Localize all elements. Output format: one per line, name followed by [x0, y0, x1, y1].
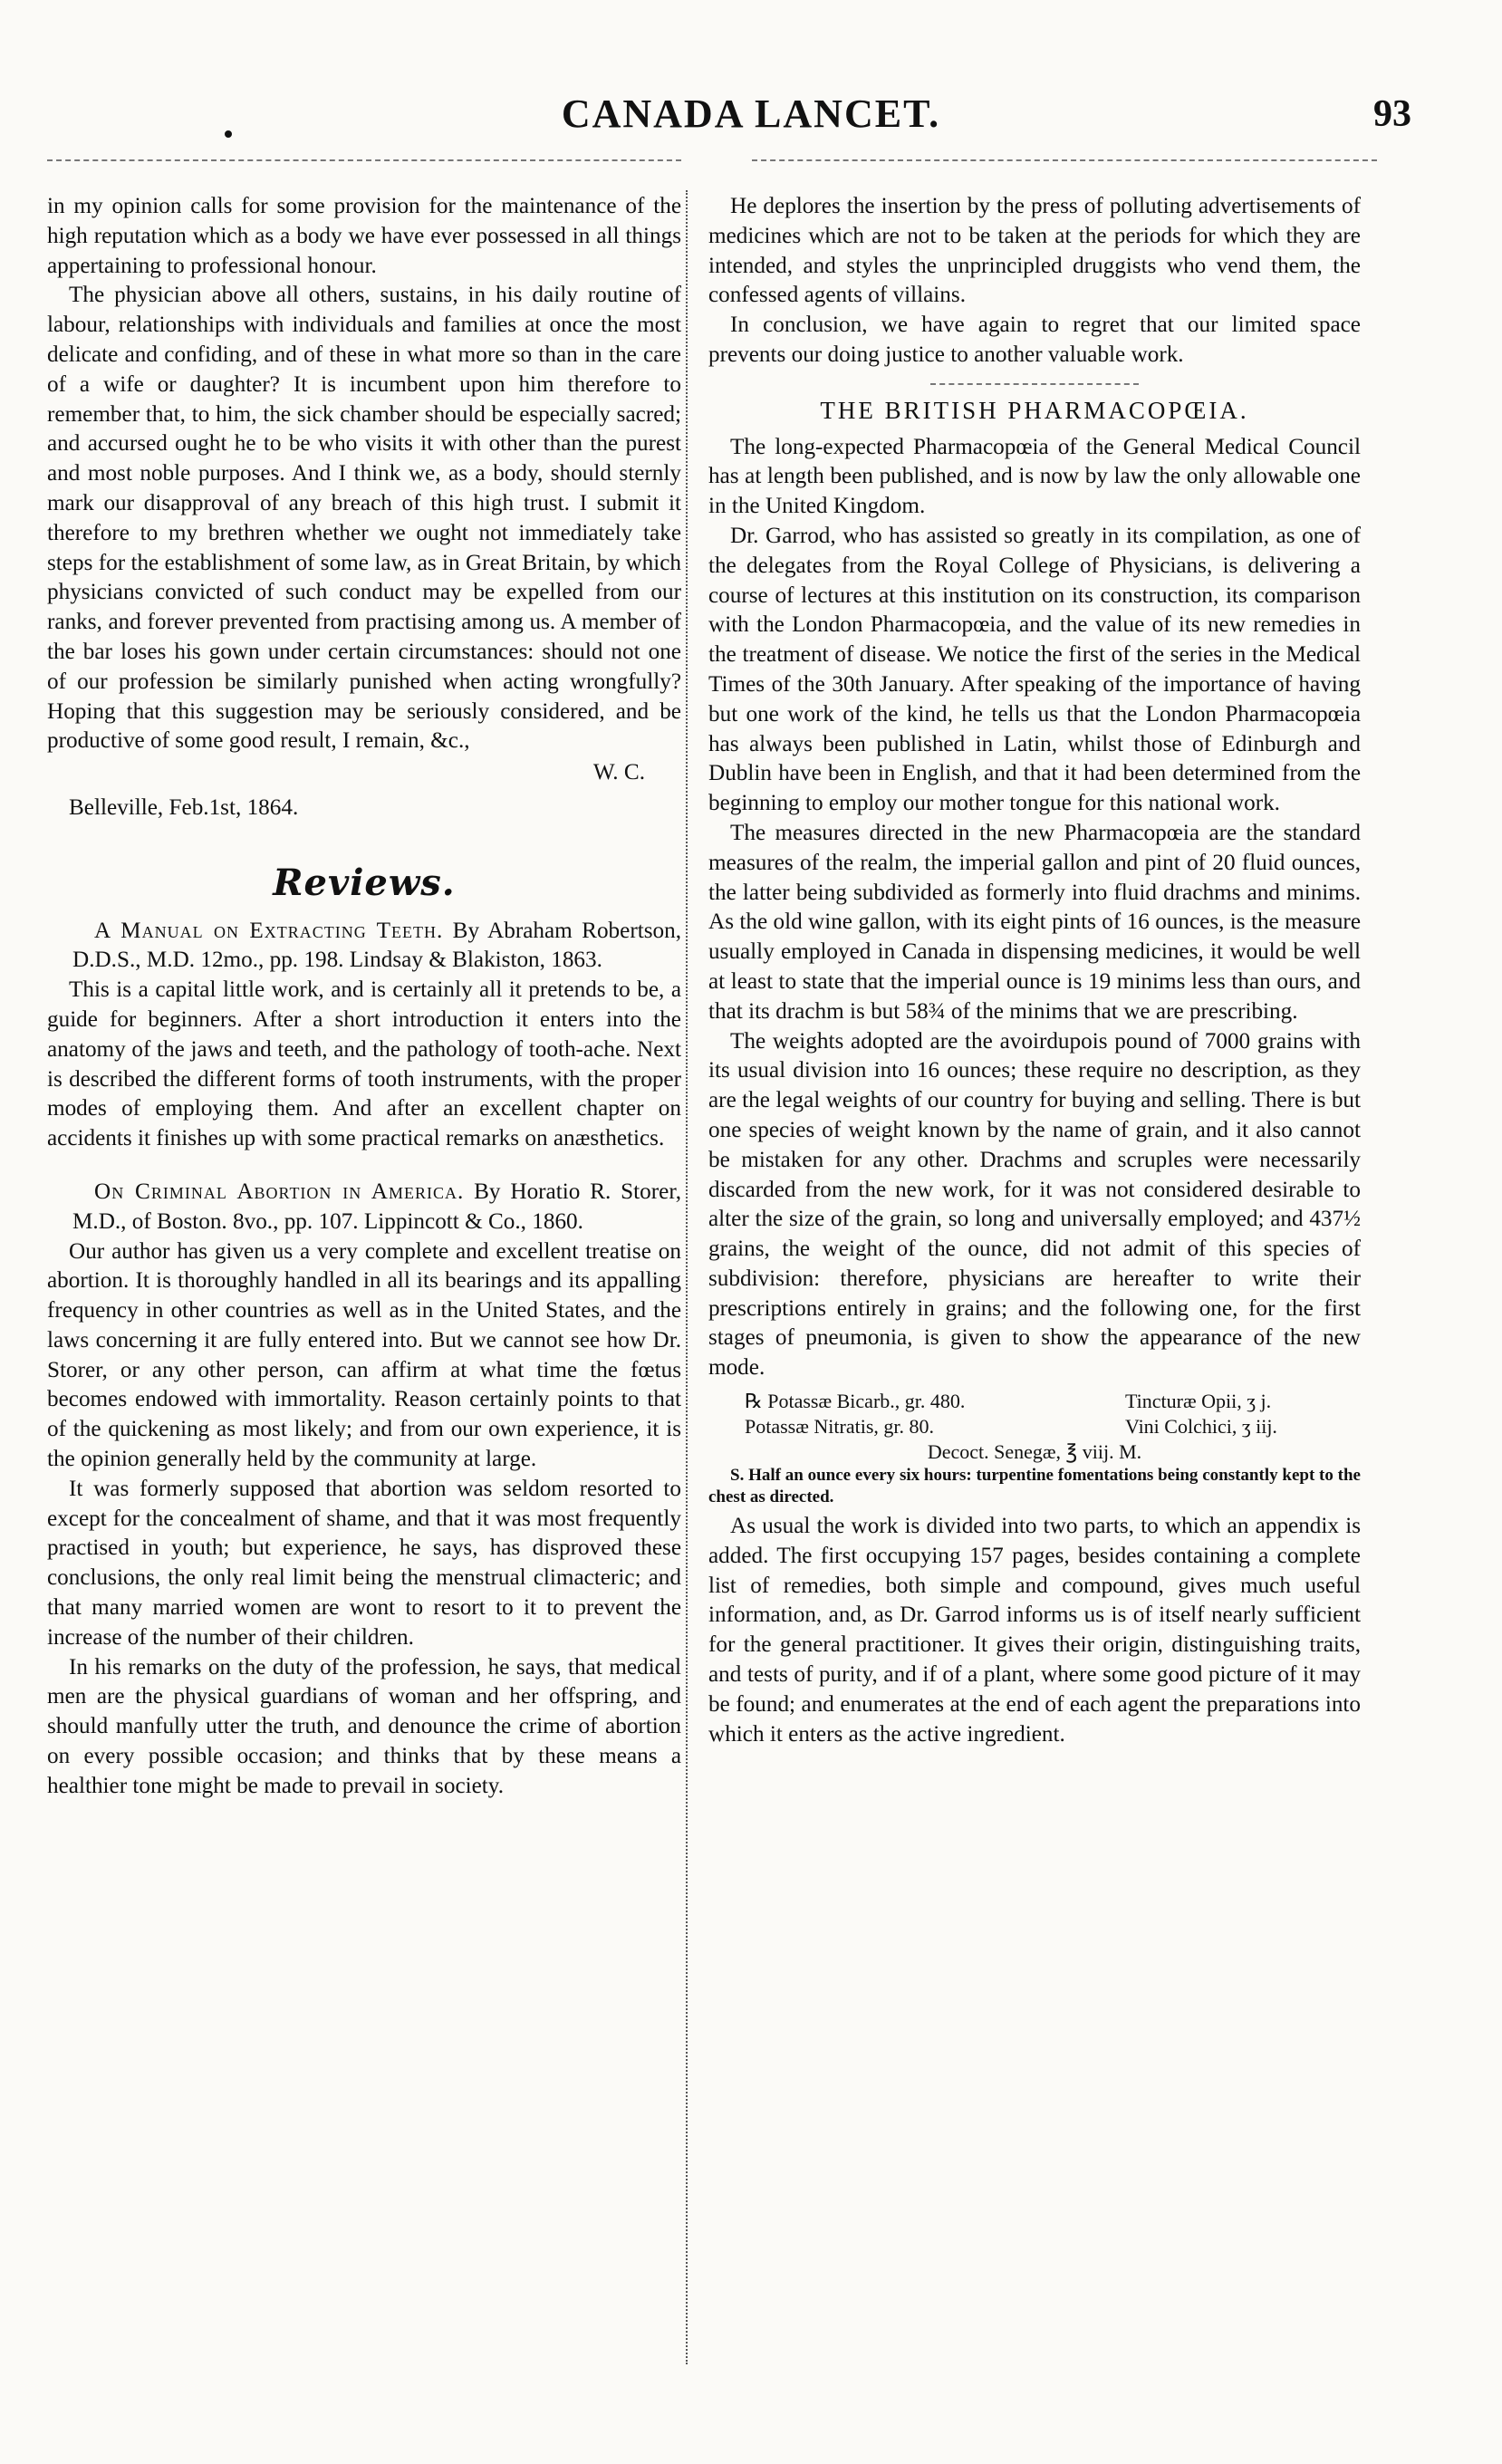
letter-paragraph: in my opinion calls for some provision for the maintenance of the high reputation which as a body we have ever possessed in all things appertaining to professional honour.: [47, 194, 681, 278]
journal-title: CANADA LANCET.: [561, 91, 941, 136]
review-body: This is a capital little work, and is certainly all it pretends to be, a guide for beginners. After a short introduction it enters into the anatomy of the jaws and teeth, and the pathology of tooth-ache. Next is described the different forms of tooth instruments, with the proper modes of employing them. And after an excellent chapter on accidents it finishes up with some practical remarks on anæsthetics.: [47, 977, 681, 1151]
article-paragraph: The weights adopted are the avoirdupois pound of 7000 grains with its usual division into 16 ounces; these require no description, as they are the legal weights of our country for buying and selling. There is but one species of weight known by the name of grain, and it also cannot be mistaken for any other. Drachms and scruples were necessarily discarded from the new work, for it was not considered desirable to alter the size of the grain, so long and universally employed; and 437½ grains, the weight of the ounce, did not admit of this species of subdivision: therefore, physicians are hereafter to write their prescriptions entirely in grains; and the following one, for the first stages of pneumonia, is given to show the appearance of the new mode.: [708, 1028, 1361, 1381]
column-divider: [686, 190, 688, 2364]
letter-signature: W. C.: [592, 760, 645, 785]
article-paragraph: As usual the work is divided into two parts, to which an appendix is added. The first occupying 157 pages, besides containing a complete list of remedies, both simple and compound, gives much useful information, and, as Dr. Garrod informs us is of itself nearly sufficient for the general practitioner. It gives their origin, distinguishing traits, and tests of purity, and if of a plant, where some good picture of it may be found; and enumerates at the end of each agent the preparations into which it enters as the active ingredient.: [708, 1514, 1361, 1747]
header-rule-right: [752, 159, 1377, 161]
review-body: In conclusion, we have again to regret that our limited space prevents our doing justice to another valuable work.: [708, 313, 1361, 367]
header-rule-left: [47, 159, 681, 161]
prescription-row: [708, 1389, 1361, 1414]
review-entry-1: [47, 917, 681, 977]
article-title: THE BRITISH PHARMACOPŒIA.: [820, 396, 1249, 424]
review-body: He deplores the insertion by the press of polluting advertisements of medicines which are not to be taken at the periods for which they are intended, and styles the unprincipled druggists who vend them, the confessed agents of villains.: [708, 194, 1361, 308]
running-head: [0, 91, 1502, 145]
review-title: On Criminal Abortion in America.: [94, 1179, 465, 1204]
article-paragraph: The measures directed in the new Pharmacopœia are the standard measures of the realm, the imperial gallon and pint of 20 fluid ounces, the latter being subdivided as formerly into fluid drachms and minims. As the old wine gallon, with its eight pints of 16 ounces, is the measure usually employed in Canada in dispensing medicines, it would be well at least to state that the imperial ounce is 19 minims less than ours, and that its drachm is but 58¾ of the minims that we are prescribing.: [708, 820, 1361, 1024]
article-paragraph: Dr. Garrod, who has assisted so greatly in its compilation, as one of the delegates from the Royal College of Physicians, is delivering a course of lectures at this institution on its construction, its comparison with the London Pharmacopœia, and the value of its new remedies in the treatment of disease. We notice the first of the series in the Medical Times of the 30th January. After speaking of the importance of having but one work of the kind, he tells us that the London Pharmacopœia has always been published in Latin, whilst those of Edinburgh and Dublin have been in English, and that it had been determined from the beginning to employ our mother tongue for this national work.: [708, 523, 1361, 816]
review-entry-2: [47, 1178, 681, 1237]
review-details: By Horatio R. Storer, M.D., of Boston. 8vo., pp. 107. Lippincott & Co., 1860.: [72, 1179, 681, 1234]
review-body: It was formerly supposed that abortion was seldom resorted to except for the concealment of shame, and that it was most frequently practised in youth; but experience, he says, has disproved these conclusions, the only real limit being the menstrual climacteric; and that many married women are wont to resort to it to prevent the increase of the number of their children.: [47, 1476, 681, 1650]
letter-paragraph: The physician above all others, sustains, in his daily routine of labour, relationships with individuals and families at once the most delicate and confiding, and of these in what more so than in the care of a wife or daughter? It is incumbent upon him therefore to remember that, to him, the sick chamber should be especially sacred; and accursed ought he to be who visits it with other than the purest and most noble purposes. And I think we, as a body, should sternly mark our disapproval of any breach of this high trust. I submit it therefore to my brethren whether we ought not immediately take steps for the establishment of some law, as in Great Britain, by which physicians convicted of such conduct may be expelled from our ranks, and forever prevented from practising among us. A member of the bar loses his gown under certain circumstances: should not one of our profession be similarly punished when acting wrongfully? Hoping that this suggestion may be seriously considered, and be productive of some good result, I remain, &c.,: [47, 283, 681, 754]
review-body: Our author has given us a very complete and excellent treatise on abortion. It is thoroughly handled in all its bearings and its appalling frequency in other countries as well as in the United States, and the laws concerning it are fully entered into. But we cannot see how Dr. Storer, or any other person, can affirm at what time the fœtus becomes endowed with immortality. Reason certainly points to that of the quickening as most likely; and from our own experience, it is the opinion generally held by the community at large.: [47, 1238, 681, 1472]
review-body: In his remarks on the duty of the profession, he says, that medical men are the physical guardians of woman and her offspring, and should manfully utter the truth, and denounce the crime of abortion on every possible occasion; and thinks that by these means a healthier tone might be made to prevail in society.: [47, 1654, 681, 1798]
article-paragraph: The long-expected Pharmacopœia of the General Medical Council has at length been published, and is now by law the only allowable one in the United Kingdom.: [708, 434, 1361, 519]
review-details: By Abraham Robertson, D.D.S., M.D. 12mo., pp. 198. Lindsay & Blakiston, 1863.: [72, 918, 681, 973]
page-number: 93: [1373, 93, 1411, 135]
review-title: A Manual on Extracting Teeth.: [94, 918, 444, 943]
prescription-item: Potassæ Nitratis, gr. 80.: [745, 1415, 935, 1439]
spacer: [47, 1154, 681, 1178]
prescription-item: Tincturæ Opii, ʒ j.: [1125, 1390, 1272, 1413]
right-column: [708, 192, 1361, 1749]
prescription-directions: S. Half an ounce every six hours: turpentine fomentations being constantly kept to the chest as directed.: [708, 1466, 1361, 1507]
section-rule: [930, 383, 1139, 385]
prescription-row: [708, 1414, 1361, 1439]
prescription-item: ℞ Potassæ Bicarb., gr. 480.: [745, 1390, 966, 1413]
reviews-heading: Reviews.: [273, 861, 456, 904]
prescription-item: Vini Colchici, ʒ iij.: [1125, 1415, 1277, 1439]
prescription-item: Decoct. Senegæ, ℥ viij. M.: [927, 1440, 1142, 1464]
letter-dateline: Belleville, Feb.1st, 1864.: [69, 794, 299, 820]
prescription-block: [708, 1389, 1361, 1508]
left-column: [47, 192, 681, 1802]
